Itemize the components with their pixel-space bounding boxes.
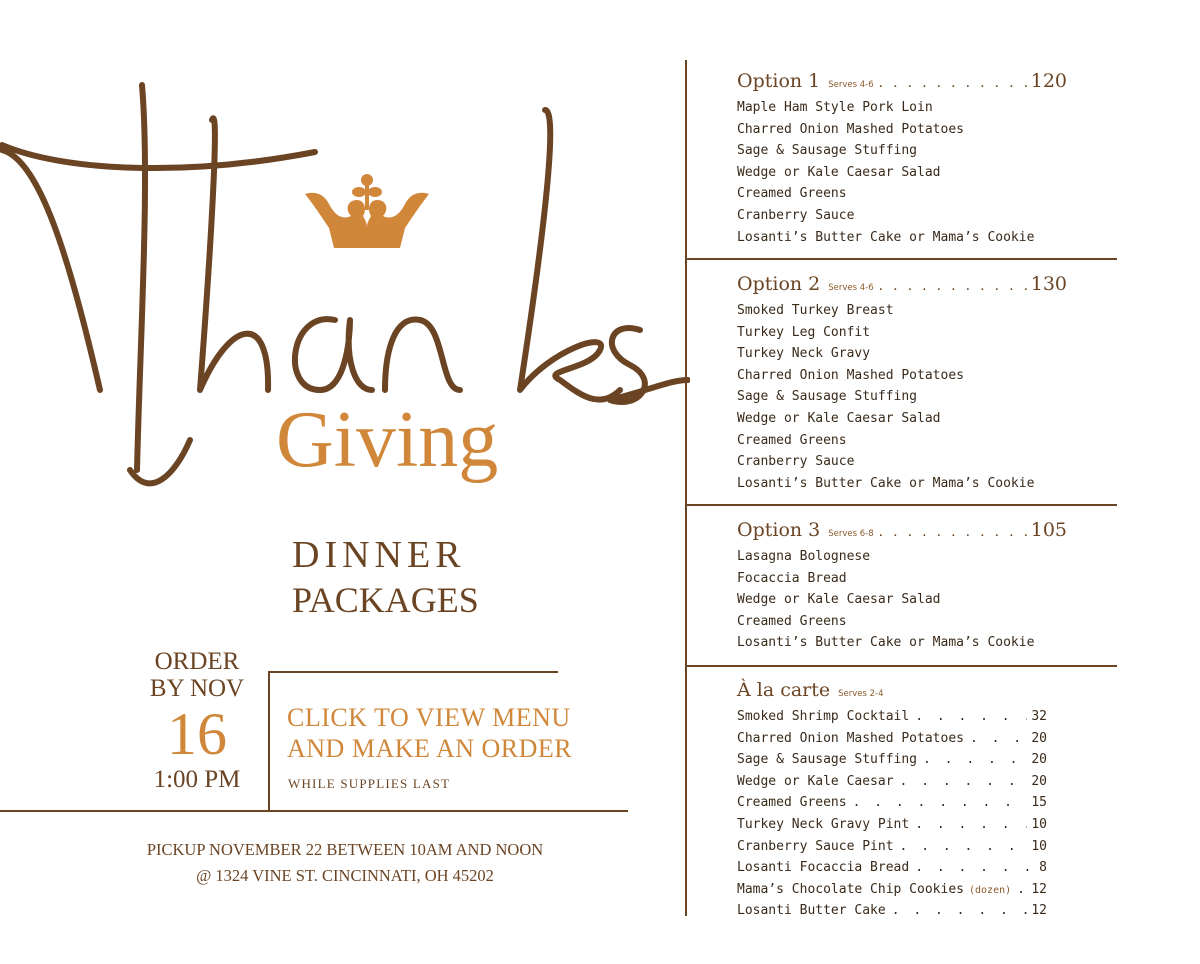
- menu-item: Cranberry Sauce: [737, 207, 855, 223]
- menu-a-la-carte: [737, 679, 1067, 922]
- menu-item: Losanti’s Butter Cake or Mama’s Cookie: [737, 475, 1035, 491]
- a-la-carte-item: [737, 814, 1047, 836]
- menu-item: Losanti’s Butter Cake or Mama’s Cookie: [737, 229, 1035, 245]
- menu-option-1: [737, 70, 1067, 248]
- item-price: 32: [1031, 709, 1047, 724]
- menu-item: Cranberry Sauce: [737, 454, 855, 470]
- item-name: Smoked Shrimp Cocktail: [737, 709, 910, 724]
- menu-item: Creamed Greens: [737, 186, 847, 202]
- a-la-carte-item: [737, 836, 1047, 858]
- option-header: [737, 273, 1067, 299]
- crown-icon: [305, 170, 429, 252]
- cta-frame-bottom: [0, 810, 628, 812]
- menu-item: Wedge or Kale Caesar Salad: [737, 410, 941, 426]
- item-name: Losanti Butter Cake: [737, 903, 886, 919]
- item-price: 10: [1031, 838, 1047, 854]
- menu-item: Maple Ham Style Pork Loin: [737, 100, 933, 115]
- order-deadline-line2: BY NOV: [149, 675, 245, 702]
- option-price: 120: [1030, 70, 1067, 92]
- a-la-carte-item: [737, 879, 1047, 901]
- section-divider: [687, 665, 1117, 667]
- dot-leader: [1017, 879, 1027, 901]
- menu-item: Lasagna Bolognese: [737, 549, 871, 564]
- dot-leader: [853, 792, 1028, 814]
- item-price: 12: [1031, 881, 1047, 897]
- item-price: 20: [1031, 773, 1047, 789]
- a-la-carte-item: [737, 728, 1047, 750]
- item-name: Losanti Focaccia Bread: [737, 860, 910, 876]
- dot-leader: [915, 706, 1027, 728]
- order-deadline-line1: ORDER: [154, 648, 240, 675]
- view-menu-order-link[interactable]: [287, 702, 572, 764]
- dot-leader: [915, 857, 1035, 879]
- item-name: Wedge or Kale Caesar: [737, 773, 894, 789]
- menu-item: Turkey Leg Confit: [737, 324, 871, 340]
- a-la-carte-items: [737, 706, 1067, 922]
- menu-item: Charred Onion Mashed Potatoes: [737, 121, 964, 137]
- menu-item: Creamed Greens: [737, 613, 847, 629]
- option-items: [737, 300, 1067, 494]
- option-header: [737, 519, 1067, 545]
- a-la-carte-item: [737, 792, 1047, 814]
- cta-line2: AND MAKE AN ORDER: [287, 734, 573, 763]
- menu-item: Losanti’s Butter Cake or Mama’s Cookie: [737, 635, 1035, 651]
- item-name: Sage & Sausage Stuffing: [737, 752, 918, 768]
- dot-leader: [900, 771, 1028, 793]
- order-deadline: [138, 648, 256, 794]
- menu-option-2: [737, 273, 1067, 494]
- option-serves: Serves 4-6: [828, 283, 874, 293]
- a-la-carte-serves: Serves 2-4: [838, 689, 884, 699]
- a-la-carte-item: [737, 749, 1047, 771]
- cta-frame-left: [268, 671, 270, 811]
- item-note: (dozen): [968, 884, 1012, 896]
- dot-leader: [915, 814, 1027, 836]
- menu-item: Sage & Sausage Stuffing: [737, 389, 918, 405]
- giving-title: Giving: [276, 396, 499, 484]
- menu-item: Wedge or Kale Caesar Salad: [737, 164, 941, 180]
- a-la-carte-header: [737, 679, 1067, 705]
- section-divider: [687, 504, 1117, 506]
- option-items: [737, 97, 1067, 248]
- item-name: Turkey Neck Gravy Pint: [737, 816, 910, 832]
- option-serves: Serves 6-8: [828, 529, 874, 539]
- pickup-address: @ 1324 VINE ST. CINCINNATI, OH 45202: [196, 866, 494, 885]
- order-deadline-day: 16: [167, 701, 227, 767]
- option-price: 105: [1030, 519, 1067, 541]
- item-name: Charred Onion Mashed Potatoes: [737, 730, 964, 746]
- pickup-info: PICKUP NOVEMBER 22 BETWEEN 10AM AND NOON: [146, 840, 544, 859]
- dot-leader: [970, 728, 1027, 750]
- supplies-note: WHILE SUPPLIES LAST: [288, 776, 451, 791]
- item-price: 8: [1039, 860, 1047, 876]
- cta-line1: CLICK TO VIEW MENU: [287, 703, 571, 732]
- item-price: 20: [1031, 730, 1047, 746]
- a-la-carte-item: [737, 706, 1047, 728]
- item-price: 15: [1031, 795, 1047, 811]
- option-items: [737, 546, 1067, 654]
- cta-frame-top: [268, 671, 558, 673]
- dot-leader: [900, 836, 1028, 858]
- menu-item: Wedge or Kale Caesar Salad: [737, 592, 941, 608]
- order-deadline-time: 1:00 PM: [153, 766, 241, 793]
- menu-item: Focaccia Bread: [737, 570, 847, 586]
- item-price: 12: [1031, 903, 1047, 919]
- option-name: Option 1: [737, 70, 821, 92]
- menu-item: Charred Onion Mashed Potatoes: [737, 367, 964, 383]
- menu-item: Creamed Greens: [737, 432, 847, 448]
- packages-heading: PACKAGES: [292, 580, 479, 620]
- option-name: Option 2: [737, 273, 821, 295]
- dot-leader: [879, 278, 1029, 294]
- option-name: Option 3: [737, 519, 821, 541]
- dot-leader: [879, 75, 1029, 91]
- option-header: [737, 70, 1067, 96]
- item-name: Creamed Greens: [737, 795, 847, 811]
- section-divider: [687, 258, 1117, 260]
- option-serves: Serves 4-6: [828, 80, 874, 90]
- menu-item: Smoked Turkey Breast: [737, 303, 894, 318]
- item-price: 10: [1031, 816, 1047, 832]
- menu-option-3: [737, 519, 1067, 654]
- item-price: 20: [1031, 752, 1047, 768]
- dot-leader: [923, 749, 1027, 771]
- a-la-carte-title: À la carte: [737, 679, 831, 701]
- menu-divider-vertical: [685, 60, 687, 916]
- a-la-carte-item: [737, 771, 1047, 793]
- menu-item: Sage & Sausage Stuffing: [737, 143, 918, 159]
- option-price: 130: [1030, 273, 1067, 295]
- item-name: Cranberry Sauce Pint: [737, 838, 894, 854]
- a-la-carte-item: [737, 857, 1047, 879]
- a-la-carte-item: [737, 900, 1047, 922]
- dot-leader: [879, 524, 1029, 540]
- dinner-heading: DINNER: [292, 534, 466, 576]
- menu-item: Turkey Neck Gravy: [737, 346, 871, 362]
- dot-leader: [892, 900, 1028, 922]
- item-name: Mama’s Chocolate Chip Cookies: [737, 881, 964, 897]
